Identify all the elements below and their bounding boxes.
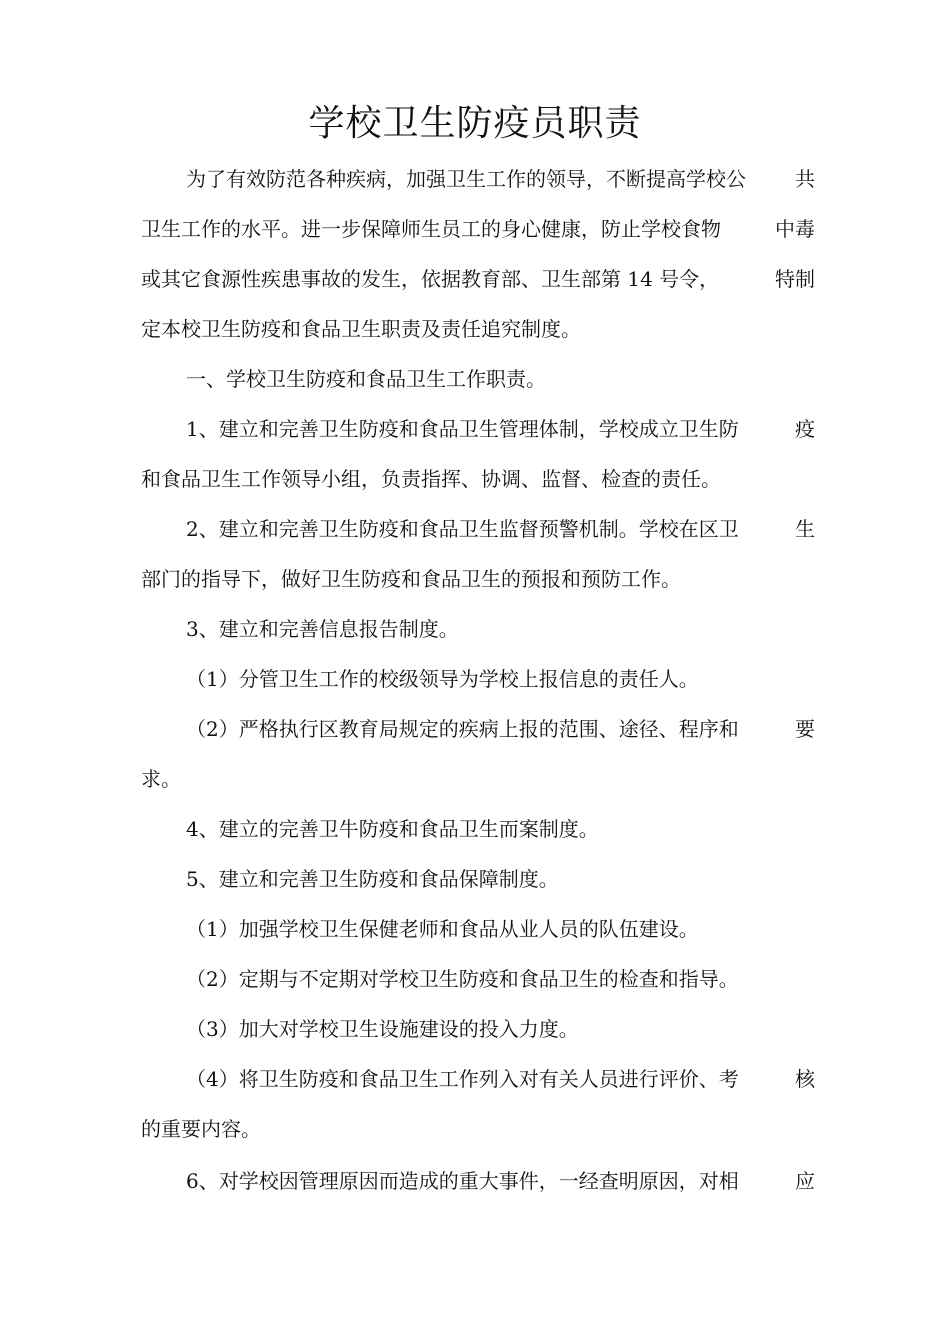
line-text: （4）将卫生防疫和食品卫生工作列入对有关人员进行评价、考 xyxy=(186,1067,739,1091)
line-text: 1、建立和完善卫生防疫和食品卫生管理体制，学校成立卫生防 xyxy=(186,417,739,441)
line-text-tail: 核 xyxy=(795,1067,815,1091)
paragraph-line xyxy=(141,214,815,244)
paragraph-line xyxy=(186,514,815,544)
line-text-tail: 生 xyxy=(795,517,815,541)
paragraph-line: 5、建立和完善卫生防疫和食品保障制度。 xyxy=(186,867,559,891)
line-text-tail: 疫 xyxy=(795,417,815,441)
line-text: 2、建立和完善卫生防疫和食品卫生监督预警机制。学校在区卫 xyxy=(186,517,739,541)
document-title: 学校卫生防疫员职责 xyxy=(308,103,642,144)
paragraph-line xyxy=(186,164,815,194)
paragraph-line xyxy=(186,1064,815,1094)
paragraph-line: （1）加强学校卫生保健老师和食品从业人员的队伍建设。 xyxy=(186,917,699,941)
paragraph-line: 的重要内容。 xyxy=(141,1117,261,1141)
line-text-tail: 特制 xyxy=(775,267,815,291)
paragraph-line: （3）加大对学校卫生设施建设的投入力度。 xyxy=(186,1017,579,1041)
line-text-tail: 应 xyxy=(795,1169,815,1193)
line-text: 或其它食源性疾患事故的发生，依据教育部、卫生部第 14 号令， xyxy=(141,267,720,291)
paragraph-line: 部门的指导下，做好卫生防疫和食品卫生的预报和预防工作。 xyxy=(141,567,681,591)
paragraph-line: 定本校卫生防疫和食品卫生职责及责任追究制度。 xyxy=(141,317,581,341)
paragraph-line: （2）定期与不定期对学校卫生防疫和食品卫生的检查和指导。 xyxy=(186,967,739,991)
paragraph-line: 求。 xyxy=(141,767,181,791)
paragraph-line xyxy=(186,1166,815,1196)
paragraph-line: 4、建立的完善卫牛防疫和食品卫生而案制度。 xyxy=(186,817,599,841)
line-text-tail: 共 xyxy=(795,167,815,191)
line-text: 卫生工作的水平。进一步保障师生员工的身心健康，防止学校食物 xyxy=(141,217,721,241)
paragraph-line: 和食品卫生工作领导小组，负责指挥、协调、监督、检查的责任。 xyxy=(141,467,721,491)
line-text: （2）严格执行区教育局规定的疾病上报的范围、途径、程序和 xyxy=(186,717,739,741)
paragraph-line: 3、建立和完善信息报告制度。 xyxy=(186,617,459,641)
line-text-tail: 要 xyxy=(795,717,815,741)
paragraph-line xyxy=(186,714,815,744)
paragraph-line xyxy=(141,264,815,294)
paragraph-line xyxy=(186,414,815,444)
section-heading: 一、学校卫生防疫和食品卫生工作职责。 xyxy=(186,367,546,391)
line-text: 为了有效防范各种疾病，加强卫生工作的领导，不断提高学校公 xyxy=(186,167,746,191)
paragraph-line: （1）分管卫生工作的校级领导为学校上报信息的责任人。 xyxy=(186,667,699,691)
line-text: 6、对学校因管理原因而造成的重大事件，一经查明原因，对相 xyxy=(186,1169,739,1193)
line-text-tail: 中毒 xyxy=(775,217,815,241)
